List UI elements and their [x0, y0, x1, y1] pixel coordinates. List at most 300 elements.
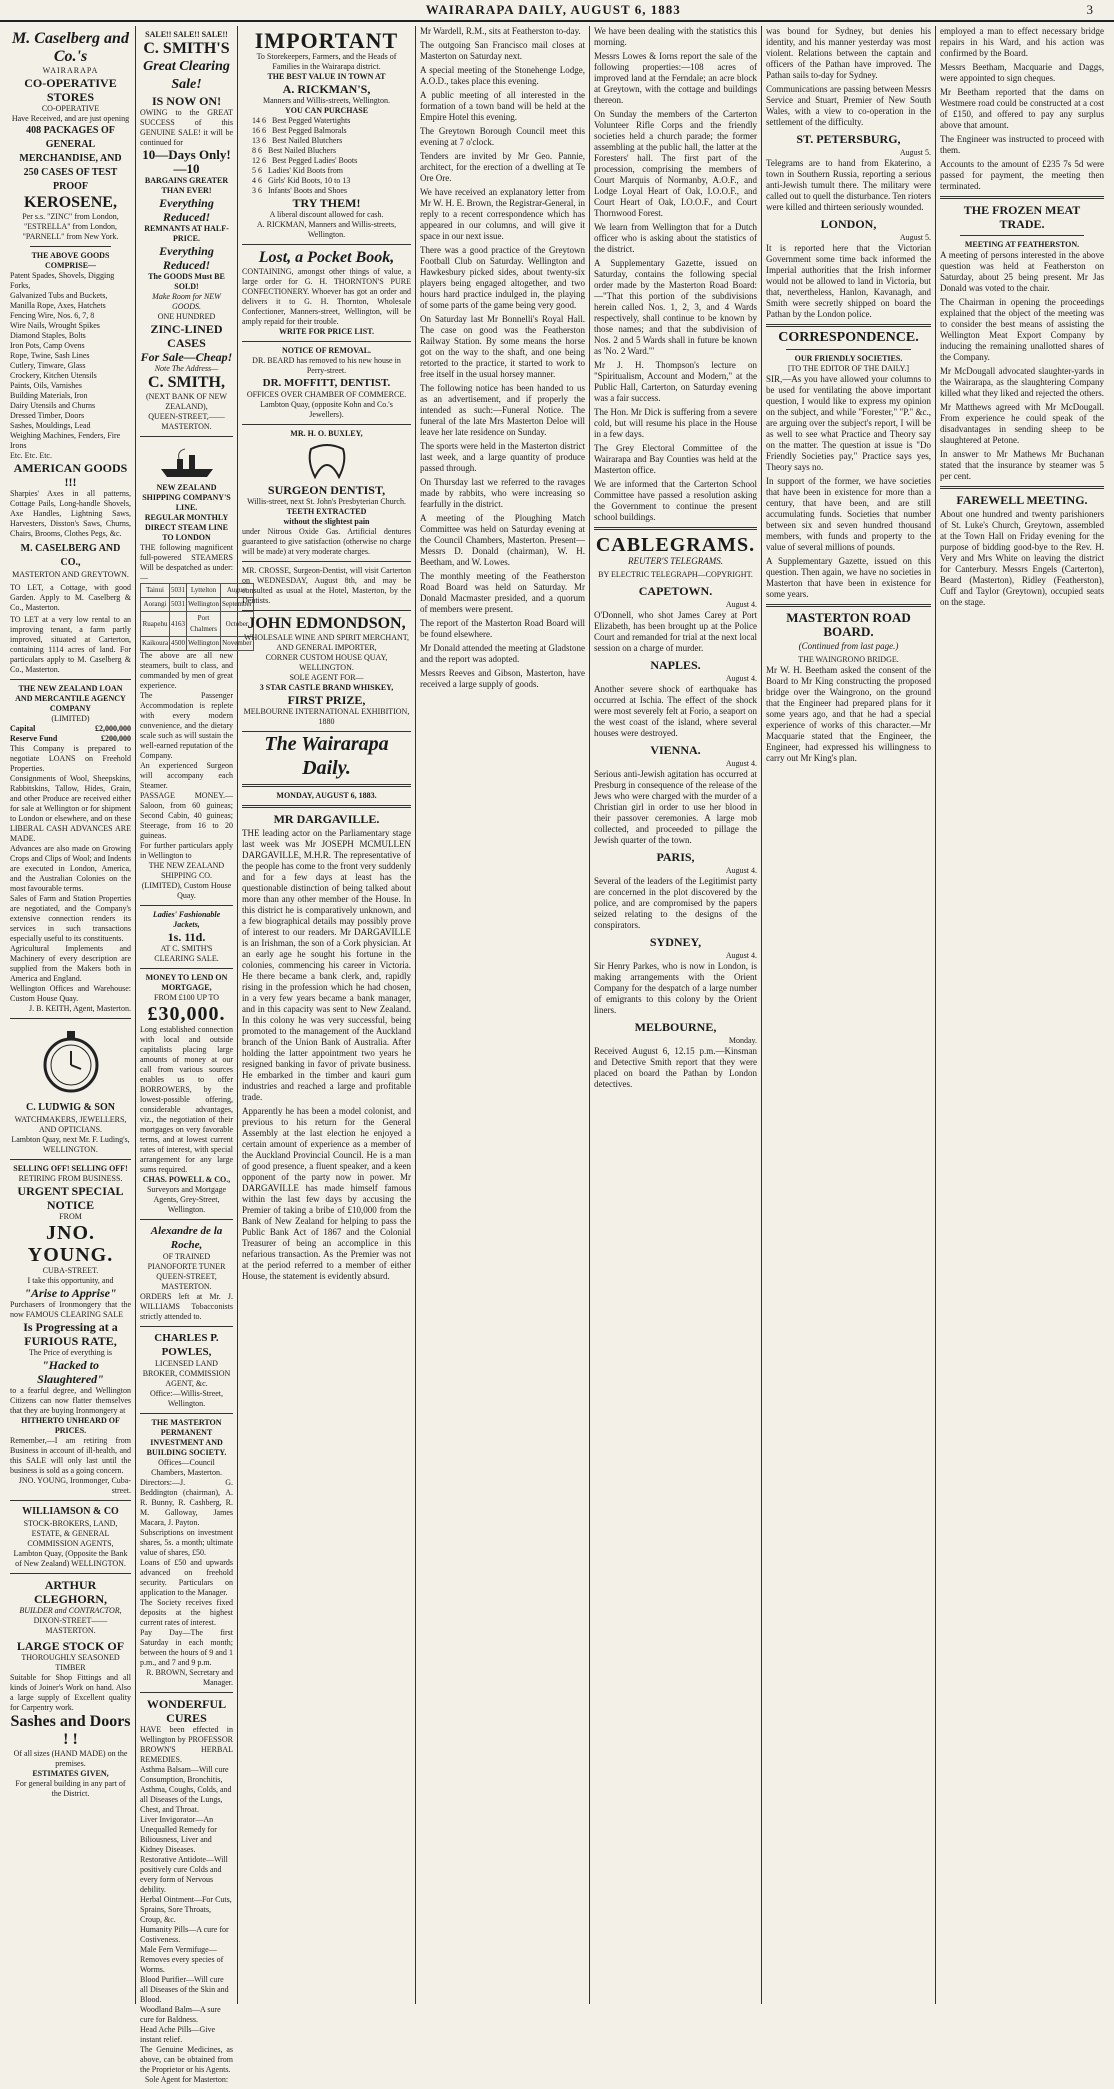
moffitt-addr: Lambton Quay, (opposite Kohn and Co.'s Jewellers).: [260, 400, 393, 419]
cleghorn-trade: BUILDER and CONTRACTOR,: [19, 1606, 122, 1615]
rickman-item: [252, 166, 401, 176]
smith-days: 10—Days Only!—10: [142, 147, 231, 176]
young-ad: [10, 1160, 131, 1501]
caselberg-let2: TO LET at a very low rental to an improving tenant, a farm partly improved, situated at Carterton, containing 1114 acres of land. For particulars apply to M. Caselberg & Co., Masterton.: [10, 615, 131, 674]
buxley-teeth: TEETH EXTRACTED: [286, 507, 367, 516]
news-item: We learn from Wellington that for a Dutch officer who is asking about the statistics of the district.: [594, 222, 757, 254]
reserve-value: £200,000: [101, 734, 131, 743]
buxley-ad: [242, 425, 411, 562]
ship-name: Ruapehu: [141, 612, 170, 637]
masthead-title: WAIRARAPA DAILY, AUGUST 6, 1883: [425, 2, 681, 17]
inv-text2: Loans of £50 and upwards advanced on freehold security. Particulars on application to the Manager.: [140, 1558, 233, 1597]
item-name: Girls' Kid Boots, 10 to 13: [268, 176, 351, 185]
news-item: A meeting of the Ploughing Match Committee was held on Saturday evening at the Council Chambers, Masterton. Present—Messrs D. Donald (chairman), W. H. Beetham, and W. Lowes.: [420, 513, 585, 567]
removal-head: NOTICE OF REMOVAL.: [281, 346, 372, 355]
smith-owing: OWING to the GREAT SUCCESS of this GENUINE SALE! it will be continued for: [140, 108, 233, 147]
nzloan-office: Wellington Offices and Warehouse: Custom House Quay.: [10, 984, 131, 1003]
cures-head: WONDERFUL CURES: [146, 1697, 227, 1725]
powles-ad: [140, 1327, 233, 1414]
sashes-text: Of all sizes (HAND MADE) on the premises.: [13, 1749, 128, 1768]
ship-date: November: [220, 637, 253, 651]
page-number: 3: [1086, 2, 1094, 17]
news-item: Tenders are invited by Mr Geo. Pannie, architect, for the erection of a dwelling at Te Ore Ore.: [420, 151, 585, 183]
news-item: Messrs Beetham, Macquarie and Daggs, were appointed to sign cheques.: [940, 62, 1104, 83]
smith-must: The GOODS Must BE SOLD!: [148, 272, 225, 291]
item-price: 12 6: [252, 156, 266, 165]
editorial-paragraph: Apparently he has been a model colonist, and previous to his return for the General Assembly at the last election he enjoyed a certain amount of experience as a member of the Auckland Provincial Council. He is a man of good presence, a fluent speaker, and a keen opponent of the party now in power. Mr DARGAVILLE has made himself famous within the last few days by accusing the Premier of taking a bribe of £10,000 from the Bank of New Zealand for helping to pass the Public Bank Act of 1867 and the Colonial Treasurer of being an accomplice in this nefarious transaction. As the Premier was not at the period referred to a member of either House, the statement is evidently absurd.: [242, 1106, 411, 1281]
caselberg-let: TO LET, a Cottage, with good Garden. Apply to M. Caselberg & Co., Masterton.: [10, 583, 131, 612]
cleghorn-name: ARTHUR CLEGHORN,: [33, 1578, 107, 1606]
item-price: 13 6: [252, 136, 266, 145]
caselberg-american-text: Sharpies' Axes in all patterns, Cottage Pails, Long-handle Shovels, Axe Handles, Lightning Saws, Harvesters, Disston's Saws, Churns, Chairs, Brooms, Clothes Pegs, &c.: [10, 489, 131, 538]
cure-item: Woodland Balm—A sure cure for Baldness.: [140, 2005, 221, 2024]
removal-text: DR. BEARD has removed to his new house in Perry-street.: [252, 356, 401, 375]
rickman-to: To Storekeepers, Farmers, and the Heads of Families in the Wairarapa district.: [256, 52, 397, 71]
ship-tons: 5031: [170, 584, 187, 598]
cure-item: Head Ache Pills—Give instant relief.: [140, 2025, 216, 2044]
young-hitherto: HITHERTO UNHEARD OF PRICES.: [21, 1416, 120, 1435]
news-item: We are informed that the Carterton School Committee have passed a resolution asking the Government to continue the present school buildings.: [594, 479, 757, 522]
ludwig-addr: Lambton Quay, next Mr. F. Luding's, WELLINGTON.: [11, 1135, 130, 1154]
caselberg-town: WAIRARAPA: [42, 66, 99, 75]
stpetersburg-head: ST. PETERSBURG,: [796, 132, 901, 146]
ship-name: Kaikoura: [141, 637, 170, 651]
item-price: 16 6: [252, 126, 266, 135]
lost-text: CONTAINING, amongst other things of value, a large order for G. H. THORNTON'S PURE CONFECTIONERY. Whoever has got an order and delivers it to G. H. Thornton, Wholesale Confectioner, Manners-street, Wellington, will be amply repaid for their trouble.: [242, 267, 411, 326]
frozen-head: THE FROZEN MEAT TRADE.: [963, 203, 1081, 231]
rickman-addr: Manners and Willis-streets, Wellington.: [263, 96, 390, 105]
money-text: Long established connection with local and outside capitalists placing large amounts of money at our call from various sources enables us to offer BORROWERS, by the lowest-possible offering, considerable advantages, viz., the negotiation of their mortgages on very favorable terms, and at lowest current rates of interest, with special arrangement for any large sums required.: [140, 1025, 233, 1174]
laroche-orders: ORDERS left at Mr. J. WILLIAMS Tobacconists strictly attended to.: [140, 1292, 233, 1321]
sashes-text2: For general building in any part of the District.: [15, 1779, 126, 1798]
column-4: [416, 26, 590, 2004]
caselberg-brands: Per s.s. "ZINC" from London, "ESTRELLA" from London, "PARNELL" from New York.: [22, 212, 119, 241]
lost-ad: [242, 245, 411, 342]
ship-tons: 4500: [170, 637, 187, 651]
goods-item: Fencing Wire, Nos. 6, 7, 8: [10, 311, 95, 320]
goods-item: Dressed Timber, Doors: [10, 411, 85, 420]
sydney-text: Sir Henry Parkes, who is now in London, is making arrangements with the Orient Company for the despatch of a large number of emigrants to this colony by the Orient liners.: [594, 961, 757, 1015]
laroche-ad: [140, 1220, 233, 1327]
shipping-row: [141, 612, 254, 637]
item-name: Infants' Boots and Shoes: [268, 186, 347, 195]
melbourne-date: Monday.: [728, 1036, 757, 1045]
shipping-ad: [140, 437, 252, 906]
nzloan-text2: Consignments of Wool, Sheepskins, Rabbitskins, Tallow, Hides, Grain, and other Produce are received either for sale at Wellington or for shipment to London or elsewhere, and on these LIBERAL CASH ADVANCES ARE MADE.: [10, 774, 131, 843]
rickman-discount: A liberal discount allowed for cash.: [269, 210, 384, 219]
rickman-items: [242, 116, 411, 196]
rickman-item: [252, 156, 401, 166]
meeting-paragraph: Mr McDougall advocated slaughter-yards in the Wairarapa, as the slaughtering Company killed what they liked and rejected the others.: [940, 366, 1104, 398]
london-head: LONDON,: [820, 217, 877, 231]
news-item: A public meeting of all interested in the formation of a town band will be held at the Empire Hotel this evening.: [420, 90, 585, 122]
stock-large: LARGE STOCK OF: [16, 1639, 125, 1653]
news-item: Accounts to the amount of £235 7s 5d were passed for payment, the meeting then terminated.: [940, 159, 1104, 191]
shipping-row: [141, 637, 254, 651]
smith-addr: (NEXT BANK OF NEW ZEALAND),: [146, 392, 227, 411]
shipping-text3: The Passenger Accommodation is replete with every modern convenience, and the dietary scale such as will sustain the well-earned reputation of the Company.: [140, 691, 233, 760]
ship-date: September: [220, 598, 253, 612]
roadboard-cont: (Continued from last page.): [798, 641, 899, 651]
naples-head: NAPLES.: [650, 658, 701, 672]
caselberg-comprise: THE ABOVE GOODS COMPRISE—: [31, 251, 110, 270]
smith-name: C. SMITH'S: [143, 40, 230, 57]
cures-list: [140, 1765, 233, 2045]
lost-head: Lost, a Pocket Book,: [258, 249, 395, 266]
shipping-regular: REGULAR MONTHLY DIRECT STEAM LINE TO LONDON: [144, 513, 229, 542]
news-item: Mr J. H. Thompson's lecture on "Spiritualism, Account and Modern," at the Public Hall, Carterton, on Saturday evening was a fair success.: [594, 360, 757, 403]
edmondson-agent: SOLE AGENT FOR—: [289, 673, 364, 682]
column-1: [6, 26, 136, 2004]
ship-name: Tainui: [141, 584, 170, 598]
shipping-passage: PASSAGE MONEY.—Saloon, from 60 guineas; Second Cabin, 40 guineas; Steerage, from 16 to 20 guineas.: [140, 791, 233, 840]
paper-title: The Wairarapa Daily.: [264, 733, 389, 779]
smith-now: IS NOW ON!: [151, 94, 222, 108]
nzloan-text: This Company is prepared to negotiate LOANS on Freehold Properties.: [10, 744, 131, 773]
edmondson-expo: MELBOURNE INTERNATIONAL EXHIBITION, 1880: [243, 707, 410, 726]
sashes-name: Sashes and Doors ! !: [10, 1713, 131, 1748]
cleghorn-addr: DIXON-STREET——MASTERTON.: [33, 1616, 108, 1635]
caselberg-name: M. Caselberg and Co.'s: [12, 30, 129, 65]
melbourne-head: MELBOURNE,: [634, 1020, 717, 1034]
rickman-item: [252, 126, 401, 136]
item-price: 8 6: [252, 146, 262, 155]
news-item: Messrs Lowes & Iorns report the sale of the following properties:—108 acres of improved land at the Ferndale; an acre block at Greytown, with the cottage and buildings thereon.: [594, 51, 757, 105]
nzloan-capital-row: [10, 724, 131, 734]
young-urgent: URGENT SPECIAL NOTICE: [17, 1184, 124, 1212]
masterton-investment-ad: [140, 1414, 233, 1693]
young-retiring: RETIRING FROM BUSINESS.: [18, 1174, 123, 1183]
cures-ad: [140, 1693, 233, 2089]
smith-zinc: ZINC-LINED CASES: [150, 322, 223, 350]
ship-tons: 5031: [170, 598, 187, 612]
paris-date: August 4.: [725, 866, 757, 875]
item-price: 5 6: [252, 166, 262, 175]
paper-date: MONDAY, AUGUST 6, 1883.: [276, 791, 377, 800]
news-item: The Greytown Borough Council meet this evening at 7 o'clock.: [420, 126, 585, 147]
williamson-ad: [10, 1501, 131, 1574]
williamson-name: WILLIAMSON & CO: [22, 1506, 119, 1517]
young-remember: Remember,—I am retiring from Business in account of ill-health, and this SALE will only last until the business is sold as a going concern.: [10, 1436, 131, 1475]
goods-item: Cutlery, Tinware, Glass: [10, 361, 86, 370]
item-name: Best Nailed Blutchers: [272, 136, 343, 145]
news-item: The Engineer was instructed to proceed with them.: [940, 134, 1104, 155]
smith-remnants: REMNANTS AT HALF-PRICE.: [144, 224, 229, 243]
goods-item: Sashes, Mouldings, Lead: [10, 421, 91, 430]
roadboard-text: Mr W. H. Beetham asked the consent of the Board to Mr King constructing the proposed bridge over the Waingrono, on the ground that the Engineer had prepared plans for it some years ago, and that he had a special experience of works of this character.—Mr Macquarie stated that the Engineer, the Engineer, had expressed his willingness to carry out Mr King's plan.: [766, 665, 931, 763]
meeting-head: MEETING AT FEATHERSTON.: [964, 240, 1080, 249]
news-item: We have been dealing with the statistics this morning.: [594, 26, 757, 47]
nzloan-name: THE NEW ZEALAND LOAN AND MERCANTILE AGENCY COMPANY: [15, 684, 126, 713]
money-ad: [140, 969, 233, 1220]
naples-date: August 4.: [725, 674, 757, 683]
young-text: Purchasers of Ironmongery that the now FAMOUS CLEARING SALE: [10, 1300, 131, 1319]
ludwig-name: C. LUDWIG & SON: [26, 1102, 115, 1113]
meeting-paragraph: Mr Matthews agreed with Mr McDougall. From experience he could speak of the disadvantages in sending sheep to be slaughtered at Petone.: [940, 402, 1104, 445]
cure-item: Blood Purifier—Will cure all Diseases of the Skin and Blood.: [140, 1975, 229, 2004]
ladies-ad: [140, 906, 233, 969]
powles-name: CHARLES P. POWLES,: [154, 1332, 219, 1358]
item-name: Best Pegged Balmorals: [272, 126, 347, 135]
melbourne-text: Received August 6, 12.15 p.m.—Kinsman and Detective Smith report that they were placed on board the Pathan by London detectives.: [594, 1046, 757, 1089]
goods-item: Etc. Etc. Etc.: [10, 451, 52, 460]
correspondence-sub: OUR FRIENDLY SOCIETIES.: [794, 354, 903, 363]
rickman-item: [252, 146, 401, 156]
edmondson-brand: 3 STAR CASTLE BRAND WHISKEY,: [259, 683, 394, 692]
young-hacked: "Hacked to Slaughtered": [37, 1358, 104, 1386]
item-name: Best Nailed Bluchers: [268, 146, 336, 155]
stock-text: Suitable for Shop Fittings and all kinds of Joiner's Work on hand. Also a large supply of Excellent quality for Carpentry work.: [10, 1673, 131, 1712]
goods-item: Diamond Staples, Bolts: [10, 331, 86, 340]
goods-item: Wire Nails, Wrought Spikes: [10, 321, 100, 330]
williamson-addr: Lambton Quay, (Opposite the Bank of New Zealand) WELLINGTON.: [13, 1549, 128, 1568]
inv-text3: The Society receives fixed deposits at the highest current rates of interest.: [140, 1598, 233, 1627]
edmondson-ad: [242, 611, 411, 732]
ladies-at: AT C. SMITH'S CLEARING SALE.: [154, 944, 219, 963]
smith-everything2: Everything Reduced!: [159, 244, 214, 272]
smith-great: Great Clearing Sale!: [143, 59, 230, 92]
news-item: A special meeting of the Stonehenge Lodge, A.O.D., takes place this evening.: [420, 65, 585, 86]
cure-item: Asthma Balsam—Will cure Consumption, Bronchitis, Asthma, Coughs, Colds, and all Diseases of the Lungs, Chest, and Throat.: [140, 1765, 232, 1814]
masthead: [0, 0, 1114, 22]
goods-item: Paints, Oils, Varnishes: [10, 381, 82, 390]
ludwig-trade: WATCHMAKERS, JEWELLERS, AND OPTICIANS.: [14, 1115, 127, 1134]
cure-item: Liver Invigorator—An Unequalled Remedy for Biliousness, Liver and Kidney Diseases.: [140, 1815, 217, 1854]
watch-icon: [36, 1027, 106, 1097]
nzloan-text5: Agricultural Implements and Machinery of every description are supplied from the Makers both in America and England.: [10, 944, 131, 983]
money-amount: £30,000.: [147, 1003, 226, 1025]
cures-text2: The Genuine Medicines, as above, can be obtained from the Proprietor or his Agents.: [140, 2045, 233, 2074]
news-item: Mr Wardell, R.M., sits at Featherston to-day.: [420, 26, 581, 36]
goods-item: Iron Pots, Camp Ovens: [10, 341, 85, 350]
editorial: [242, 732, 411, 1282]
cablegrams-by: BY ELECTRIC TELEGRAPH—COPYRIGHT.: [598, 570, 753, 579]
crosse-ad: [242, 562, 411, 611]
column-5: [590, 26, 762, 2004]
caselberg-firm: M. CASELBERG AND CO.,: [20, 543, 121, 568]
ladies-price: 1s. 11d.: [167, 930, 206, 944]
column-3: [238, 26, 416, 2004]
roadboard-head: MASTERTON ROAD BOARD.: [786, 610, 911, 639]
ship-port: Port Chalmers: [187, 612, 221, 637]
london-date: August 5.: [899, 233, 931, 242]
vienna-text: Serious anti-Jewish agitation has occurred at Presburg in consequence of the release of the Jews who were charged with the murder of a Christian girl in order to use her blood in their passover ceremonies. A large mob collected, and proceeded to pillage the Jewish quarter of the town.: [594, 769, 757, 845]
news-item: We have received an explanatory letter from Mr W. H. E. Brown, the Registrar-General, in reply to a recent correspondence which has appeared in our columns, and will give it space in our next issue.: [420, 187, 585, 241]
young-take: I take this opportunity, and: [27, 1276, 114, 1285]
shipping-text4: An experienced Surgeon will accompany each Steamer.: [140, 761, 233, 790]
reserve-label: Reserve Fund: [10, 734, 58, 743]
goods-item: Dairy Utensils and Churns: [10, 401, 96, 410]
meeting-paragraph: The Chairman in opening the proceedings explained that the object of the meeting was to consider the best means of assisting the Wellington Meat Export Company by inducing the remaining unallotted shares of the Company.: [940, 297, 1104, 362]
rickman-name: A. RICKMAN'S,: [282, 82, 371, 96]
inv-office: Offices—Council Chambers, Masterton.: [151, 1458, 222, 1477]
sydney-head: SYDNEY,: [649, 935, 702, 949]
caselberg-american: AMERICAN GOODS !!!: [13, 461, 128, 489]
editorial-head: MR DARGAVILLE.: [273, 812, 380, 826]
buxley-without: without the slightest pain: [283, 517, 370, 526]
edmondson-trade: WHOLESALE WINE AND SPIRIT MERCHANT, AND GENERAL IMPORTER,: [243, 633, 410, 652]
lost-write: WRITE FOR PRICE LIST.: [279, 327, 374, 336]
goods-item: Patent Spades, Shovels, Digging Forks,: [10, 271, 115, 290]
young-sign: JNO. YOUNG, Ironmonger, Cuba-street.: [18, 1476, 131, 1495]
goods-item: Manilla Rope, Axes, Hatchets: [10, 301, 106, 310]
farewell-text: About one hundred and twenty parishioners of St. Luke's Church, Greytown, assembled at the Town Hall on Friday evening for the purpose of bidding good-bye to the Rev. H. Very and Mrs White on leaving the district for Canterbury. Messrs Engels (Carterton), Beard (Masterton), Ridley (Featherston), Cuff and Taylor (Greytown), occupied seats on the stage.: [940, 509, 1104, 607]
rickman-item: [252, 116, 401, 126]
shipping-text: THE following magnificent full-powered STEAMERS Will be despatched as under:—: [140, 543, 233, 582]
nzloan-ad: [10, 680, 131, 1019]
smith-everything: Everything Reduced!: [159, 196, 214, 224]
cape-text: O'Donnell, who shot James Carey at Port Elizabeth, has been brought up at the Police Court and remanded for trial at the next local session on a charge of murder.: [594, 610, 757, 653]
shipping-name: NEW ZEALAND SHIPPING COMPANY'S LINE.: [142, 483, 231, 512]
rickman-try: TRY THEM!: [292, 196, 361, 210]
tooth-icon: [297, 443, 357, 479]
edmondson-prize: FIRST PRIZE,: [287, 693, 366, 707]
young-selling: SELLING OFF! SELLING OFF!: [13, 1164, 128, 1173]
ship-date: August: [220, 584, 253, 598]
item-name: Best Pegged Ladies' Boots: [272, 156, 358, 165]
rickman-ad: [242, 26, 411, 245]
ship-name: Aorangi: [141, 598, 170, 612]
capital-value: £2,000,000: [95, 724, 131, 733]
rickman-important: IMPORTANT: [254, 28, 399, 53]
vienna-date: August 4.: [725, 759, 757, 768]
money-name: CHAS. POWELL & CO.,: [142, 1175, 231, 1184]
edmondson-addr: CORNER CUSTOM HOUSE QUAY, WELLINGTON.: [265, 653, 388, 672]
vienna-head: VIENNA.: [650, 743, 701, 757]
shipping-row: [141, 584, 254, 598]
news-item: On Thursday last we referred to the ravages made by rabbits, who were increasing so fearfully in the district.: [420, 477, 585, 509]
cures-text: HAVE been effected in Wellington by PROFESSOR BROWN'S HERBAL REMEDIES.: [140, 1725, 233, 1764]
rickman-item: [252, 176, 401, 186]
cure-item: Restorative Antidote—Will positively cure Colds and every form of Nervous debility.: [140, 1855, 228, 1894]
caselberg-stores: CO-OPERATIVE STORES: [24, 76, 117, 104]
smith-bargains: BARGAINS GREATER THAN EVER!: [144, 176, 229, 195]
news-item: employed a man to effect necessary bridge repairs in his Ward, and his action was confirmed by the Board.: [940, 26, 1104, 58]
news-item: A Supplementary Gazette, issued on Saturday, contains the following special order made by the Masterton Road Board:—"That this portion of the subdivisions herein called Nos. 1, 2, 3, and 4 Wards respectively, shall continue to be known by those names; and that the subdivision of Nos. 2 and 5 Wards shall in future be known as 'No. 2 Ward.'": [594, 258, 757, 356]
smith-sale-cheap: For Sale—Cheap!: [140, 350, 233, 364]
goods-item: Galvanized Tubs and Buckets,: [10, 291, 108, 300]
cleghorn-ad: [10, 1574, 131, 1803]
laroche-trade: OF TRAINED PIANOFORTE TUNER: [147, 1252, 226, 1271]
goods-item: Building Materials, Iron: [10, 391, 88, 400]
news-item: The outgoing San Francisco mail closes at Masterton on Saturday next.: [420, 40, 585, 61]
news-item: Messrs Reeves and Gibson, Masterton, have received a large supply of goods.: [420, 668, 585, 689]
rickman-item: [252, 136, 401, 146]
ludwig-ad: [10, 1019, 131, 1160]
powles-office: Office:—Willis-Street, Wellington.: [149, 1389, 224, 1408]
nzloan-ltd: (LIMITED): [51, 714, 90, 723]
buxley-name: MR. H. O. BUXLEY,: [290, 429, 363, 438]
news-item: Mr Donald attended the meeting at Gladstone and the report was adopted.: [420, 643, 585, 664]
young-text2: to a fearful degree, and Wellington Citizens can now flatter themselves that they are buying Ironmongery at: [10, 1386, 131, 1415]
newspaper-page: [6, 26, 1108, 2084]
young-arise: "Arise to Apprise": [24, 1286, 117, 1300]
nzloan-text4: Sales of Farm and Station Properties are negotiated, and the Company's extensive connection renders its services in such transactions especially useful to its constituents.: [10, 894, 131, 943]
laroche-addr: QUEEN-STREET, MASTERTON.: [156, 1272, 217, 1291]
smith-name2: C. SMITH,: [148, 374, 225, 391]
capital-label: Capital: [10, 724, 36, 733]
caselberg-firm-town: MASTERTON AND GREYTOWN.: [12, 570, 129, 579]
news-item: The Hon. Mr Dick is suffering from a severe cold, but will resume his place in the House in a few days.: [594, 407, 757, 439]
paris-head: PARIS,: [656, 850, 695, 864]
correspondence-paragraph: SIR,—As you have allowed your columns to be used for ventilating the above important question, I would like to express my opinion on the subject, and while "Forester," "P." &c., are arguing over the subject's report, I will be as well to see what Practice and Theory say on the matter. The question at issue is "Do Friendly Societies pay," Practice says yes, Theory says no.: [766, 374, 931, 472]
paris-text: Several of the leaders of the Legitimist party are concerned in the plot discovered by the police, and are compromised by the papers seized relating to the designs of the conspirators.: [594, 876, 757, 930]
news-item: The Grey Electoral Committee of the Wairarapa and Bay Counties was held at the Masterton office.: [594, 443, 757, 475]
caselberg-stores2: CO-OPERATIVE: [41, 104, 100, 113]
rickman-item: [252, 186, 401, 196]
caselberg-ad: [10, 26, 131, 680]
news-item: The following notice has been handed to us as an advertisement, and if properly the intended as such:—Funeral Notice. The funeral of the late Mrs Masterton Deloe will leave her late residence on Sunday.: [420, 383, 585, 437]
stock-timber: THOROUGHLY SEASONED TIMBER: [21, 1653, 120, 1672]
smith-queen: QUEEN-STREET,——MASTERTON.: [148, 412, 225, 431]
young-from: FROM: [59, 1212, 82, 1221]
meeting-paragraph: In answer to Mr Mathews Mr Buchanan stated that the insurance by steamer was 5 per cent.: [940, 449, 1104, 481]
naples-text: Another severe shock of earthquake has occurred at Ischia. The effect of the shock were most severely felt at Forio, a seaport on the west coast of the island, where several houses were destroyed.: [594, 684, 757, 738]
smith-sale: SALE!! SALE!! SALE!!: [145, 30, 228, 39]
correspondence-to: [TO THE EDITOR OF THE DAILY.]: [787, 364, 910, 373]
rickman-purchase: YOU CAN PURCHASE: [284, 106, 369, 115]
goods-item: Crockery, Kitchen Utensils: [10, 371, 97, 380]
shipping-table: [140, 583, 254, 651]
young-title: CUBA-STREET.: [42, 1266, 99, 1275]
news-item: was bound for Sydney, but denies his identity, and his manner yesterday was most violent. Relations between the captain and officers of the Pathan have improved. The Pathan sails to-day for Sydney.: [766, 26, 931, 80]
correspondence-head: CORRESPONDENCE.: [778, 330, 919, 345]
farewell-head: FAREWELL MEETING.: [956, 493, 1088, 507]
cure-item: Humanity Pills—A cure for Costiveness.: [140, 1925, 229, 1944]
column-2: [136, 26, 252, 2084]
rickman-sign: A. RICKMAN, Manners and Willis-streets, Wellington.: [256, 220, 397, 239]
item-price: 14 6: [252, 116, 266, 125]
smith-note: Note The Address—: [154, 364, 219, 373]
steamship-icon: [157, 445, 217, 479]
money-agents: Surveyors and Mortgage Agents, Grey-Street, Wellington.: [146, 1185, 227, 1214]
goods-item: Rope, Twine, Sash Lines: [10, 351, 90, 360]
correspondence-paragraph: In support of the former, we have societies that have been in existence for more than a century, that have been, and are still accumulating funds. Societies that number between six and seven hundred thousand members, with funds and property to the value of several millions of pounds.: [766, 476, 931, 552]
cures-text3: Sole Agent for Masterton:: [144, 2075, 229, 2084]
roadboard-sub: THE WAINGRONO BRIDGE.: [798, 655, 899, 664]
ship-tons: 4163: [170, 612, 187, 637]
news-item: On Saturday last Mr Bonnelli's Royal Hall. The case on good was the Featherston Railway Station. By some means the horse got on the way to the shaft, and one being retorted to the practice, it started to work to free itself in the usual horsey manner.: [420, 314, 585, 379]
nzloan-reserve-row: [10, 734, 131, 744]
item-name: Best Pegged Watertights: [272, 116, 351, 125]
cablegrams-head: CABLEGRAMS.: [595, 534, 756, 556]
laroche-name: Alexandre de la Roche,: [150, 1225, 223, 1251]
smith-hundred: ONE HUNDRED: [157, 312, 216, 321]
moffitt-name: DR. MOFFITT, DENTIST.: [262, 377, 391, 389]
shipping-text5: For further particulars apply in Wellington to: [140, 841, 233, 860]
ship-port: Wellington: [187, 598, 221, 612]
news-item: The monthly meeting of the Featherston Road Board was held on Saturday. Mr Donald Macmaster presided, and a quorum of members were present.: [420, 571, 585, 614]
rickman-best: THE BEST VALUE IN TOWN AT: [267, 72, 386, 81]
ship-port: Lyttelton: [187, 584, 221, 598]
smith-sale-ad: [140, 26, 233, 437]
sydney-date: August 4.: [725, 951, 757, 960]
column-6: [762, 26, 936, 2004]
inv-sign: R. BROWN, Secretary and Manager.: [146, 1668, 233, 1687]
news-item: The sports were held in the Masterton district last week, and a large quantity of produce passed through.: [420, 441, 585, 473]
buxley-title: SURGEON DENTIST,: [267, 483, 386, 497]
sashes-est: ESTIMATES GIVEN,: [32, 1769, 109, 1778]
news-item: Mr Beetham reported that the dams on Westmere road could be constructed at a cost of £150, and offered to pay any surplus above that amount.: [940, 87, 1104, 130]
inv-text4: Pay Day—The first Saturday in each month; between the hours of 9 and 1 p.m., and 7 and 9 p.m.: [140, 1628, 233, 1667]
item-price: 4 6: [252, 176, 262, 185]
shipping-agent: THE NEW ZEALAND SHIPPING CO. (LIMITED), Custom House Quay.: [141, 861, 232, 900]
moffitt-offices: OFFICES OVER CHAMBER OF COMMERCE.: [246, 390, 407, 399]
goods-item: Weighing Machines, Fenders, Fire Irons: [10, 431, 121, 450]
young-furious: Is Progressing at a FURIOUS RATE,: [23, 1320, 118, 1348]
young-price: The Price of everything is: [28, 1348, 113, 1357]
cure-item: Male Fern Vermifuge—Removes every species of Worms.: [140, 1945, 224, 1974]
